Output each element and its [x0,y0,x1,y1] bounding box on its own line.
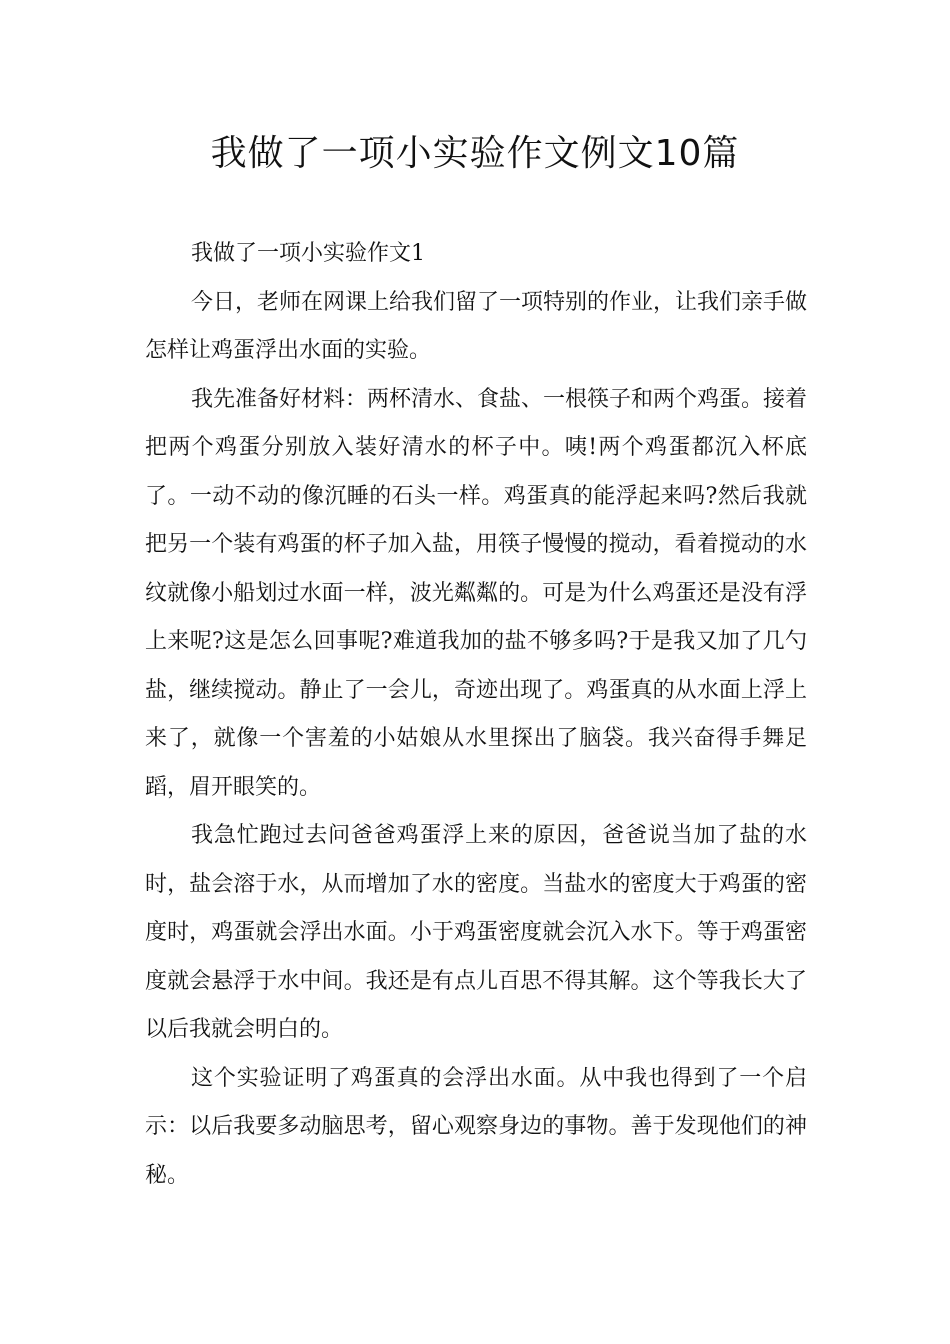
document-title: 我做了一项小实验作文例文10篇 [210,133,740,174]
paragraph: 我急忙跑过去问爸爸鸡蛋浮上来的原因，爸爸说当加了盐的水时，盐会溶于水，从而增加了水的密度。当盐水的密度大于鸡蛋的密度时，鸡蛋就会浮出水面。小于鸡蛋密度就会沉入水下。等于鸡蛋密度就会悬浮于水中间。我还是有点儿百思不得其解。这个等我长大了以后我就会明白的。 [145,823,807,1042]
paragraph: 今日，老师在网课上给我们留了一项特别的作业，让我们亲手做怎样让鸡蛋浮出水面的实验。 [145,289,808,363]
document-body [145,230,807,1200]
paragraph: 这个实验证明了鸡蛋真的会浮出水面。从中我也得到了一个启示：以后我要多动脑思考，留心观察身边的事物。善于发现他们的神秘。 [145,1065,807,1188]
paragraph: 我先准备好材料：两杯清水、食盐、一根筷子和两个鸡蛋。接着把两个鸡蛋分别放入装好清水的杯子中。咦!两个鸡蛋都沉入杯底了。一动不动的像沉睡的石头一样。鸡蛋真的能浮起来吗?然后我就把另一个装有鸡蛋的杯子加入盐，用筷子慢慢的搅动，看着搅动的水纹就像小船划过水面一样，波光粼粼的。可是为什么鸡蛋还是没有浮上来呢?这是怎么回事呢?难道我加的盐不够多吗?于是我又加了几勺盐，继续搅动。静止了一会儿，奇迹出现了。鸡蛋真的从水面上浮上来了，就像一个害羞的小姑娘从水里探出了脑袋。我兴奋得手舞足蹈，眉开眼笑的。 [145,386,808,800]
section-heading: 我做了一项小实验作文1 [191,241,425,266]
